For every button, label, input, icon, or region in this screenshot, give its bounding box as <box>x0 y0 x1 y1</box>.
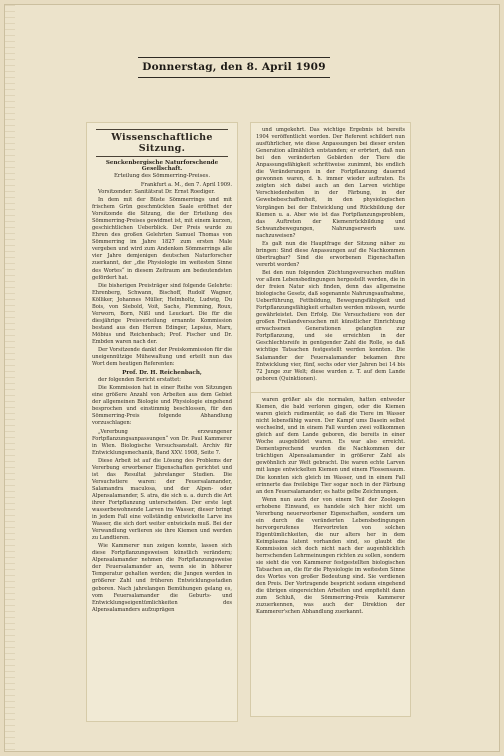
paragraph: Diese Arbeit ist auf die Lösung des Problems der Vererbung erworbener Eigenschaften gerichtet und ist das Resultat jahrelanger Studien. Die Versuchstiere waren: der Feuersalamander, Salamandra maculosa, und der Alpen- oder Alpensalamander, S. atra, die sich u. a. durch die Art ihrer Fortpflanzung unterscheiden. Der erste legt wasserbewohnende Larven ins Wasser, dieser bringt in jedem Fall eine vollständig entwickelte Larve ins Wasser, die sich dort weiter entwickeln muß. Bei der Verwandlung verlieren sie ihre Kiemen und werden zu Landtieren. <box>92 457 232 542</box>
article-subtitle: Senckenbergische Naturforschende Gesellschaft. <box>105 160 219 172</box>
paragraph: der folgenden Bericht erstattet: <box>98 377 182 384</box>
page-edge <box>5 5 15 751</box>
paragraph: Die Kommission hat in einer Reihe von Sitzungen eine größere Anzahl von Arbeiten aus dem Gebiet der allgemeinen Biologie und Physiologie eingehend besprochen und einstimmig beschlossen, für den Sömmerring-Preis folgende Abhandlung vorzuschlagen: <box>92 385 232 427</box>
article-clipping-left <box>87 123 237 721</box>
paragraph: Bei den nun folgenden Züchtungsversuchen mußten vor allem Lebensbedingungen hergestellt werden, die in der freien Natur sich finden, denn das allgemeine biologische Gesetz, daß sogenannte Nahrungsaufnahme, Ueberführung, Fettbildung, Bewegungsfähigkeit und Fortpflanzungsfähigkeit erhalten werden müssen, wurde gewährleistet. Den Erfolg. Die Versuchstiere von der großen Freilandversuchen mit künstlicher Einrichtung erwachsenen Generationen gelangten zur Fortpflanzung, und sie erreichten in der Geschlechtsreife in genügender Zahl die Rolle, so daß wichtige Tatsachen festgestellt werden konnten. Die Salamander der Feuersalamander bekamen ihre Entwicklung vier, fünf, sechs oder vier Jahren bei 14 bis 72 Junge zur Welt; diese wurden z. T. auf dem Lande geboren (Quinktionen). <box>256 269 405 382</box>
article-clipping-right-top <box>251 123 410 392</box>
newspaper-date-header: Donnerstag, den 8. April 1909 <box>138 57 330 78</box>
paragraph: Der Vorsitzende dankt der Preiskommission für die uneigennützige Mühewaltung und erteilt nun das Wort dem heutigen Referenten: <box>92 347 232 368</box>
paragraph: „Vererbung erzwungener Fortpflanzungsanpassungen“ von Dr. Paul Kammerer in Wien. Biologische Versuchsanstalt. Archiv für Entwicklungsmechanik, Band XXV. 1908, Seite 7. <box>92 428 232 456</box>
article-title: Wissenschaftliche Sitzung. <box>96 129 228 157</box>
article-clipping-right-bottom <box>251 393 410 716</box>
paragraph: Vorsitzender: Sanitätsrat Dr. Ernst Roediger. <box>98 189 215 195</box>
paragraph: Wie Kammerer nun zeigen konnte, lassen sich diese Fortpflanzungsweisen künstlich verändern; Alpensalamander nehmen die Fortpflanzungsweise der Feuersalamander an, wenn sie in höherer Temperatur gehalten werden; die Jungen werden in größerer Zahl und früheren Entwicklungsstadien geboren. Nach jahrelangen Bemühungen gelang es, vom Feuersalamander die Geburts- und Entwicklungseigentümlichkeiten des Alpensalamanders aufzuprägen <box>92 543 232 613</box>
article-dateline: Frankfurt a. M., den 7. April 1909. <box>140 182 232 188</box>
paragraph: In dem mit der Büste Sömmerrings und mit frischem Grün geschmückten Saale eröffnet der Vorsitzende die Sitzung, die der Erteilung des Sömmerring-Preises gewidmet ist, mit einem kurzen, geschichtlichen Ueberblick. Der Preis wurde zu Ehren des großen Gelehrten Samuel Thomas von Sömmerring im Jahre 1827 zum ersten Male vergeben und wird zum Andenken Sömmerrings alle vier Jahre demjenigen deutschen Naturforscher zuerkannt, der „die Physiologie im weitesten Sinne des Wortes“ in diesem Zeitraum am bedeutendsten gefördert hat. <box>92 197 232 281</box>
paragraph: Es galt nun die Hauptfrage der Sitzung näher zu bringen: Sind diese Anpassungen auf die Nachkommen übertragbar? Sind die erworbenen Eigenschaften vererbt worden? <box>256 240 405 268</box>
speaker-name: Prof. Dr. H. Reichenbach, <box>122 370 202 377</box>
paragraph: und umgekehrt. Das wichtige Ergebnis ist bereits 1904 veröffentlicht worden. Der Referent schildert nun ausführlicher, wie diese Anpassungen bei dieser ersten Generation allmählich entstanden; er erörtert, daß nun bei den veränderten Gebärden der Tiere die Anpassungsfähigkeit schrittweise zunimmt, bis endlich die Veränderungen in der Fortpflanzung dauernd gewonnen waren, d. h. immer wieder auftraten. Es zeigten sich dabei auch an den Larven wichtige Verschiedenheiten in der Färbung, in der Gewebebeschaffenheit, in den physiologischen Vorgängen bei der Entwicklung und Rückbildung der Kiemen u. a. Aber wie ist das Fortpflanzungsproblem, das Auftreten der Kiemenrückbildung und Schwanzbewegungen, Nahrungserwerb usw. nachzuweisen? <box>256 127 405 239</box>
article-subsubtitle: Erteilung des Sömmerring-Preises. <box>113 173 211 179</box>
paragraph: Wenn nun auch der von einem Teil der Zoologen erhobene Einwand, es handele sich hier nicht um Vererbung neuerworbener Eigenschaften, sondern um ein durch die veränderten Lebensbedingungen hervorgerufenes Hervortreten von solchen Eigentümlichkeiten, die nur alters her in dem Keimplasma latent vorhanden sind, so glaubt die Kommission sich doch nicht nach der augenblicklich herrschenden Lehrmeinungen richten zu sollen, sondern sie sieht die von Kammerer festgestellten biologischen Tatsachen an, die für die Physiologie im weitesten Sinne des Wortes von großer Bedeutung sind. Sie verdienen den Preis. Der Vortragende bespricht sodann eingehend die übrigen eingereichten Arbeiten und empfiehlt dann zum Schluß, die Sömmerring-Preis Kammerer zuzuerkennen, was auch der Direktion der Kammerer'schen Abhandlung zuerkannt. <box>256 496 405 616</box>
paragraph: Die bisherigen Preisträger sind folgende Gelehrte: Ehrenberg, Schwann, Bischoff, Rudolf Wagner, Kölliker, Johannes Müller, Helmholtz, Ludwig, Du Bois, von Siebold, Voit, Sachs, Flemming, Roux, Verworn, Born, Nißl und Leuckart. Die für die diesjährige Preisverteilung ernannte Kommission bestand aus den Herren Edinger, Lepsius, Marx, Möbius und Reichenbach; Prof. Fischer und Dr. Embden waren nach der. <box>92 282 232 345</box>
paragraph: waren größer als die normalen, hatten entweder Kiemen, die bald verloren gingen, oder die Kiemen waren gleich rudimentär, so daß die Tiere im Wasser nicht lebensfähig waren. Der Kampf ums Dasein selbst wechselnd, und in einem Fall wurden zwei vollkommen gleich auf dem Lande geboren, die bereits in einer Woche ausgebildet waren. Es war also erreicht. Dementsprechend wurden die Nachkommen der trächtigen Alpensalamander in größerer Zahl als gewöhnlich zur Welt gebracht. Die waren echte Larven mit lange entwickelten Kiemen und einem Flossensaum. Die konnten sich gleich im Wasser, und in einem Fall erinnerte das freilebige Tier sogar noch in der Färbung an den Feuersalamander; es hatte gelbe Zeichnungen. <box>256 397 405 495</box>
